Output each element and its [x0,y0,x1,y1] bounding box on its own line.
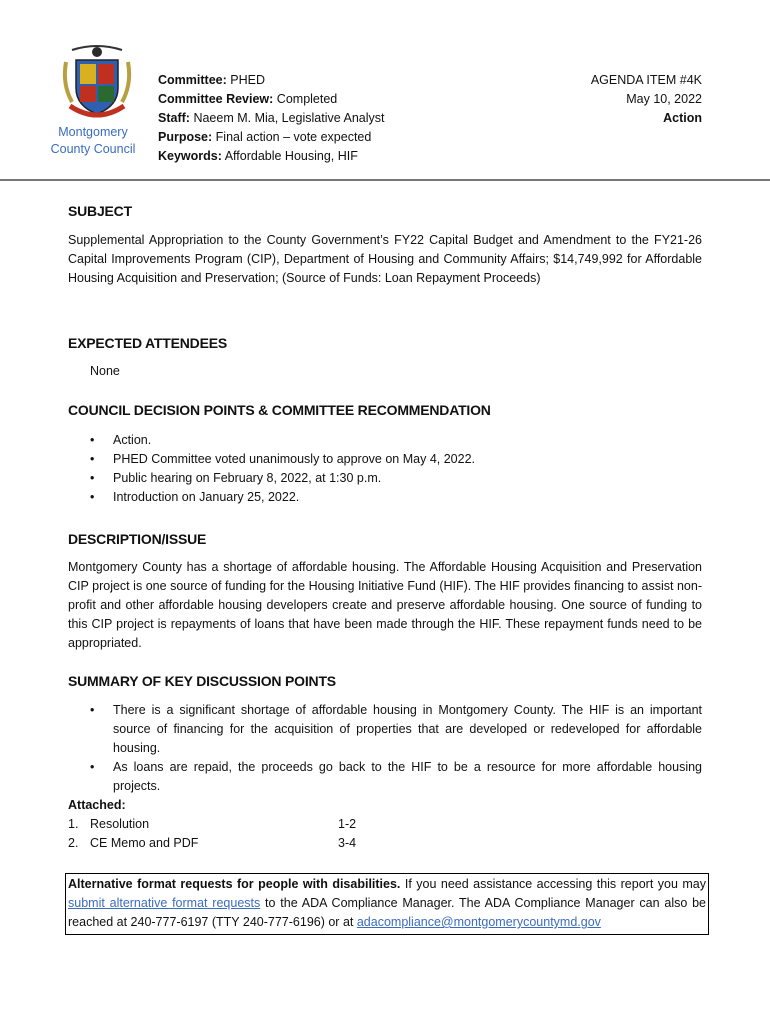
notice-text-2: to the ADA Compliance Manager. The ADA Compliance Manager can also be reached at 240-777-6197 (TTY 240-777-6196) or at [68,896,706,929]
attachment-pages: 3-4 [338,836,357,850]
list-item: • Action. [68,431,702,450]
attached-heading: Attached: [68,798,126,812]
attendees-text: None [90,364,120,378]
attachment-row [68,815,368,834]
org-name [42,124,144,158]
purpose-label: Purpose: [158,130,213,144]
subject-text: Supplemental Appropriation to the County Government’s FY22 Capital Budget and Amendment to the FY21-26 Capital Improvements Program (CIP), Department of Housing and Community Affairs; $14,749,992 for Affordable Housing Acquisition and Preservation; (Source of Funds: Loan Repayment Proceeds) [68,233,702,285]
attachment-number: 2. [68,836,79,850]
agenda-item: AGENDA ITEM #4K [590,73,702,87]
attachment-number: 1. [68,817,79,831]
description-text: Montgomery County has a shortage of affordable housing. The Affordable Housing Acquisition and Preservation CIP project is one source of funding for the Housing Initiative Fund (HIF). The HIF provides financing to assist non-profit and other affordable housing developers create and preserve affordable housing. One source of funding to this CIP project is repayments of loans that have been made through the HIF. These repayment funds need to be appropriated. [68,560,702,650]
keywords-line [158,147,385,166]
purpose-line [158,128,385,147]
attachment-row [68,834,368,853]
review-value: Completed [276,92,338,106]
review-label: Committee Review: [158,92,274,106]
header-divider [0,179,770,181]
keywords-label: Keywords: [158,149,222,163]
attachment-label: CE Memo and PDF [90,836,199,850]
staff-label: Staff: [158,111,190,125]
list-item: • There is a significant shortage of affordable housing in Montgomery County. The HIF is an important source of financing for the acquisition of properties that are developed or redeveloped for affordable housing. [68,701,702,758]
decision-list [68,431,702,507]
purpose-value: Final action – vote expected [215,130,372,144]
agenda-info [591,71,702,128]
org-name-line2: County Council [50,142,136,156]
committee-label: Committee: [158,73,227,87]
summary-list [68,701,702,796]
agenda-date: May 10, 2022 [626,92,702,106]
alternative-format-link[interactable]: submit alternative format requests [68,896,261,910]
list-item: • Public hearing on February 8, 2022, at 1:30 p.m. [68,469,702,488]
agenda-action: Action [663,111,702,125]
header-meta [158,71,385,166]
list-item: • Introduction on January 25, 2022. [68,488,702,507]
org-name-line1: Montgomery [58,125,128,139]
committee-value: PHED [230,73,265,87]
staff-line [158,109,385,128]
ada-email-link[interactable]: adacompliance@montgomerycountymd.gov [356,915,601,929]
staff-value: Naeem M. Mia, Legislative Analyst [193,111,385,125]
list-item: • As loans are repaid, the proceeds go back to the HIF to be a resource for more affordable housing projects. [68,758,702,796]
summary-heading: SUMMARY OF KEY DISCUSSION POINTS [68,673,336,689]
attachment-pages: 1-2 [338,817,357,831]
attached-section [68,796,368,853]
subject-heading: SUBJECT [68,203,132,219]
attachment-label: Resolution [90,817,150,831]
description-heading: DESCRIPTION/ISSUE [68,531,207,547]
decision-heading: COUNCIL DECISION POINTS & COMMITTEE RECOMMENDATION [68,402,491,418]
attendees-heading: EXPECTED ATTENDEES [68,335,227,351]
review-line [158,90,385,109]
county-seal-logo [58,44,136,126]
notice-lead: Alternative format requests for people with disabilities. [68,877,401,891]
keywords-value: Affordable Housing, HIF [224,149,358,163]
accessibility-notice [65,873,709,935]
committee-line [158,71,385,90]
notice-text-1: If you need assistance accessing this report you may [400,877,706,891]
list-item: • PHED Committee voted unanimously to approve on May 4, 2022. [68,450,702,469]
